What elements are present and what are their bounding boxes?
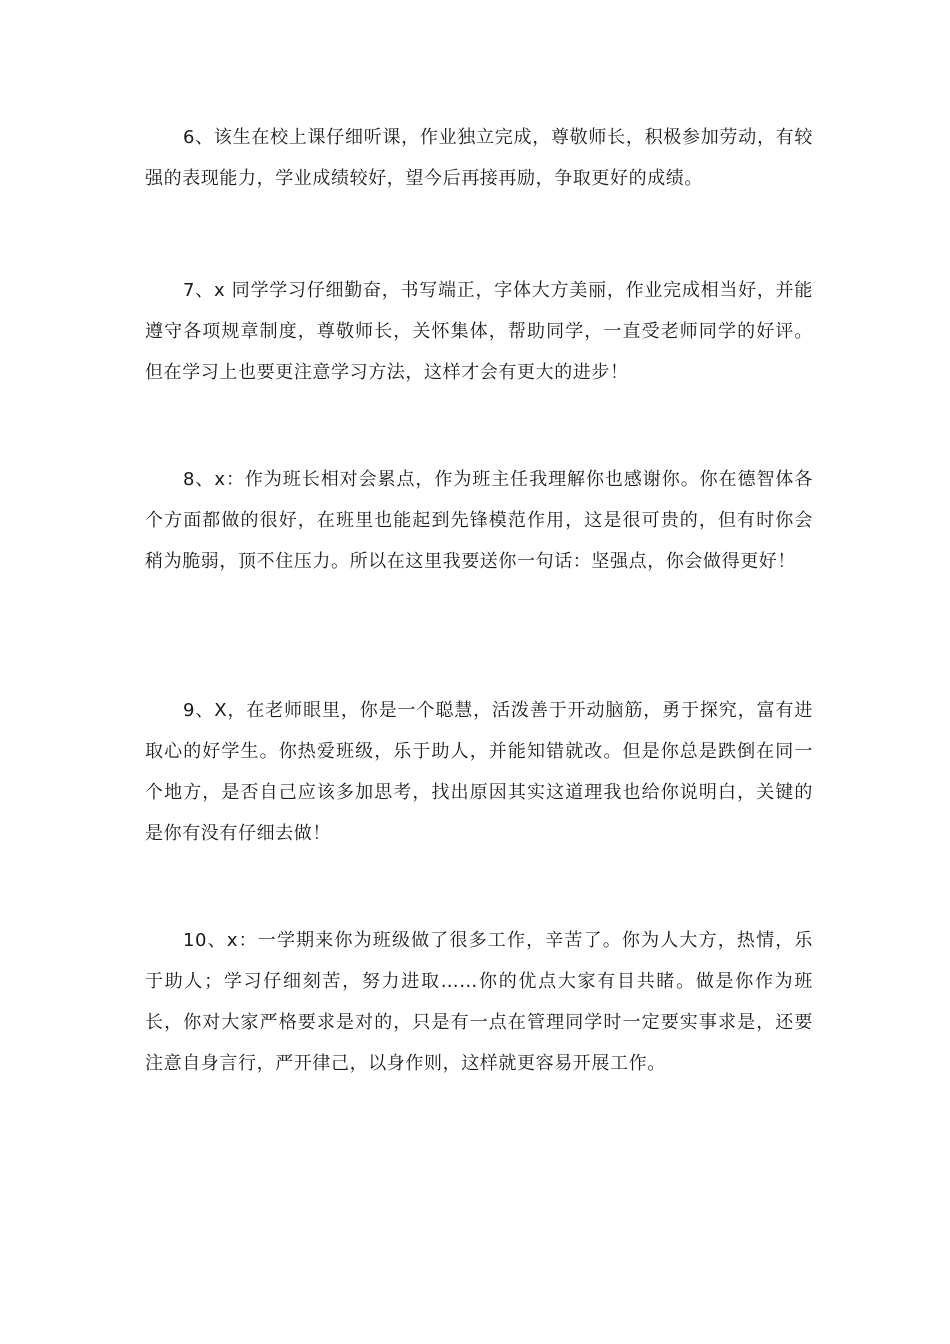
comment-paragraph-9: 9、X，在老师眼里，你是一个聪慧，活泼善于开动脑筋，勇于探究，富有进取心的好学生。你热爱班级，乐于助人，并能知错就改。但是你总是跌倒在同一个地方，是否自己应该多加思考，找出原因其实这道理我也给你说明白，关键的是你有没有仔细去做！ bbox=[145, 700, 813, 844]
comment-paragraph-10: 10、x：一学期来你为班级做了很多工作，辛苦了。你为人大方，热情，乐于助人；学习仔细刻苦，努力进取……你的优点大家有目共睹。做是你作为班长，你对大家严格要求是对的，只是有一点在管理同学时一定要实事求是，还要注意自身言行，严开律己，以身作则，这样就更容易开展工作。 bbox=[145, 930, 813, 1074]
comment-paragraph-8: 8、x：作为班长相对会累点，作为班主任我理解你也感谢你。你在德智体各个方面都做的很好，在班里也能起到先锋模范作用，这是很可贵的，但有时你会稍为脆弱，顶不住压力。所以在这里我要送你一句话：坚强点，你会做得更好！ bbox=[145, 469, 813, 572]
comment-paragraph-7: 7、x 同学学习仔细勤奋，书写端正，字体大方美丽，作业完成相当好，并能遵守各项规章制度，尊敬师长，关怀集体，帮助同学，一直受老师同学的好评。但在学习上也要更注意学习方法，这样才会有更大的进步！ bbox=[145, 280, 813, 383]
comment-paragraph-6: 6、该生在校上课仔细听课，作业独立完成，尊敬师长，积极参加劳动，有较强的表现能力，学业成绩较好，望今后再接再励，争取更好的成绩。 bbox=[145, 127, 813, 189]
